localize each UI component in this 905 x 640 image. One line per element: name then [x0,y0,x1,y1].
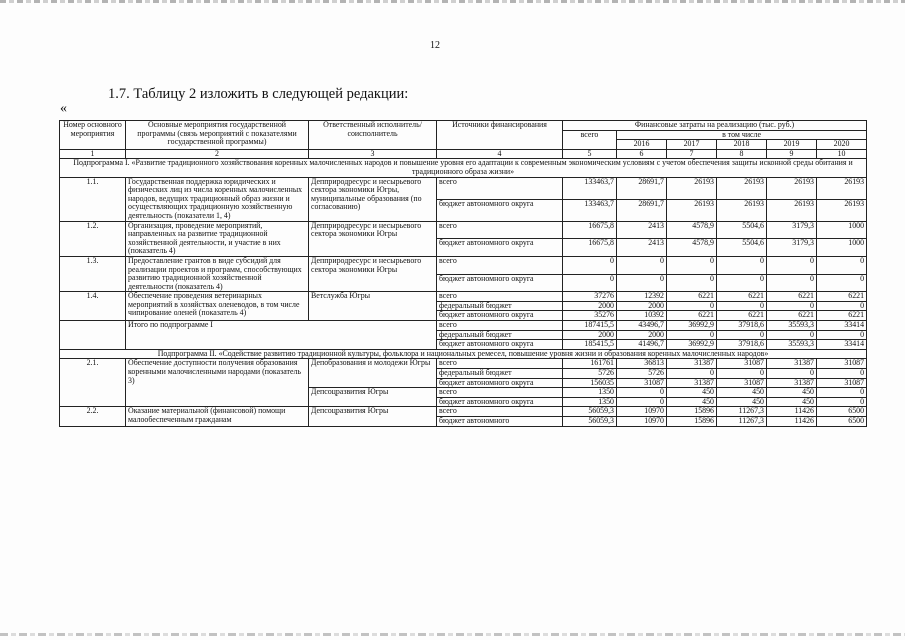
source-cell: бюджет автономного округа [437,239,563,257]
value-cell: 35593,3 [767,321,817,331]
source-cell: федеральный бюджет [437,369,563,379]
section-heading: 1.7. Таблицу 2 изложить в следующей редакции: [108,86,409,102]
value-cell: 11426 [767,407,817,417]
value-cell: 26193 [717,177,767,199]
header-main-activities: Основные мероприятия государственной программы (связь мероприятий с показателями государственной программы) [126,121,309,150]
column-numbers-row [60,149,867,159]
value-cell: 0 [667,330,717,340]
source-cell: федеральный бюджет [437,301,563,311]
value-cell: 6221 [717,292,767,302]
activity-name: Обеспечение проведения ветеринарных мероприятий в хозяйствах оленеводов, в том числе чипирование оленей (показатель 4) [126,292,309,321]
activity-name: Государственная поддержка юридических и физических лиц из числа коренных малочисленных народов, ведущих традиционный образ жизни и осуществляющих традиционную хозяйственную деятельность (показатели 1, 4) [126,177,309,221]
value-cell: 6221 [767,311,817,321]
value-cell: 26193 [817,177,867,199]
value-cell: 161761 [563,359,617,369]
responsible-cell: Депсоцразвития Югры [309,388,437,407]
value-cell: 5726 [563,369,617,379]
source-cell: бюджет автономного округа [437,340,563,350]
value-cell: 0 [717,330,767,340]
total-row [60,321,867,331]
value-cell: 0 [717,369,767,379]
subprogram-title: Подпрограмма II. «Содействие развитию традиционной культуры, фольклора и национальных ремесел, повышение уровня жизни и образования коренных малочисленных народов» [60,349,867,359]
responsible-cell: Депприродресурс и несырьевого сектора экономики Югры [309,256,437,291]
value-cell: 16675,8 [563,239,617,257]
table-row [60,292,867,302]
value-cell: 0 [817,388,867,398]
opening-quote: « [60,101,67,116]
value-cell: 11426 [767,417,817,427]
header-responsible: Ответственный исполнитель/соисполнитель [309,121,437,150]
value-cell: 26193 [767,199,817,221]
activity-name: Обеспечение доступности получения образования коренными малочисленными народами (показатель 3) [126,359,309,407]
source-cell: бюджет автономного округа [437,311,563,321]
source-cell: всего [437,388,563,398]
value-cell: 28691,7 [617,177,667,199]
table-row [60,177,867,199]
column-number: 4 [437,149,563,159]
value-cell: 11267,3 [717,407,767,417]
source-cell: бюджет автономного [437,417,563,427]
value-cell: 6221 [667,292,717,302]
source-cell: всего [437,256,563,274]
table-row [60,256,867,274]
value-cell: 35593,3 [767,340,817,350]
column-number: 10 [817,149,867,159]
value-cell: 0 [767,274,817,292]
header-year: 2018 [717,140,767,150]
source-cell: бюджет автономного округа [437,199,563,221]
value-cell: 1000 [817,221,867,239]
table-row [60,359,867,369]
value-cell: 0 [667,369,717,379]
table-row [60,407,867,417]
value-cell: 4578,9 [667,221,717,239]
value-cell: 3179,3 [767,239,817,257]
value-cell: 450 [667,388,717,398]
column-number: 2 [126,149,309,159]
value-cell: 31087 [617,378,667,388]
value-cell: 0 [817,274,867,292]
value-cell: 450 [717,397,767,407]
header-row [60,121,867,131]
value-cell: 37276 [563,292,617,302]
value-cell: 26193 [667,177,717,199]
source-cell: всего [437,221,563,239]
source-cell: всего [437,407,563,417]
subprogram-title: Подпрограмма I. «Развитие традиционного хозяйствования коренных малочисленных народов и повышение уровня его адаптации к современным экономическим условиям с учетом обеспечения защиты исконной среды обитания и традиционного образа жизни» [60,159,867,177]
header-year: 2016 [617,140,667,150]
value-cell: 31087 [817,359,867,369]
value-cell: 185415,5 [563,340,617,350]
value-cell: 26193 [767,177,817,199]
header-year: 2019 [767,140,817,150]
column-number: 7 [667,149,717,159]
value-cell: 37918,6 [717,340,767,350]
subtotal-label: Итого по подпрограмме I [126,321,437,350]
responsible-cell: Депприродресурс и несырьевого сектора экономики Югры, муниципальные образования (по согласованию) [309,177,437,221]
value-cell: 41496,7 [617,340,667,350]
value-cell: 0 [817,397,867,407]
value-cell: 187415,5 [563,321,617,331]
value-cell: 0 [617,256,667,274]
value-cell: 0 [717,301,767,311]
value-cell: 6221 [667,311,717,321]
value-cell: 6500 [817,417,867,427]
column-number: 9 [767,149,817,159]
responsible-cell: Депприродресурс и несырьевого сектора экономики Югры [309,221,437,256]
value-cell: 10970 [617,417,667,427]
scan-edge-top [0,0,905,3]
value-cell: 0 [767,330,817,340]
value-cell: 0 [563,274,617,292]
source-cell: бюджет автономного округа [437,274,563,292]
column-number: 1 [60,149,126,159]
header-sources: Источники финансирования [437,121,563,150]
value-cell: 26193 [667,199,717,221]
activity-number: 2.1. [60,359,126,407]
scan-edge-bottom [0,633,905,636]
value-cell: 133463,7 [563,177,617,199]
value-cell: 0 [717,256,767,274]
value-cell: 36992,9 [667,321,717,331]
activity-number: 1.1. [60,177,126,221]
table-body [60,121,867,427]
value-cell: 31387 [767,378,817,388]
value-cell: 1350 [563,397,617,407]
value-cell: 35276 [563,311,617,321]
header-total: всего [563,130,617,149]
value-cell: 11267,3 [717,417,767,427]
value-cell: 2413 [617,221,667,239]
value-cell: 450 [667,397,717,407]
value-cell: 2000 [617,330,667,340]
value-cell: 2000 [617,301,667,311]
value-cell: 2413 [617,239,667,257]
value-cell: 10970 [617,407,667,417]
page-number: 12 [430,40,440,51]
value-cell: 6221 [817,311,867,321]
value-cell: 3179,3 [767,221,817,239]
value-cell: 2000 [563,330,617,340]
column-number: 3 [309,149,437,159]
value-cell: 6221 [817,292,867,302]
value-cell: 6221 [767,292,817,302]
value-cell: 156035 [563,378,617,388]
value-cell: 450 [767,388,817,398]
value-cell: 0 [767,301,817,311]
header-including: в том числе [617,130,867,140]
value-cell: 10392 [617,311,667,321]
source-cell: всего [437,359,563,369]
value-cell: 0 [617,397,667,407]
value-cell: 36992,9 [667,340,717,350]
header-year: 2017 [667,140,717,150]
source-cell: всего [437,292,563,302]
responsible-cell: Ветслужба Югры [309,292,437,321]
value-cell: 5726 [617,369,667,379]
value-cell: 1000 [817,239,867,257]
value-cell: 31087 [817,378,867,388]
source-cell: всего [437,321,563,331]
value-cell: 26193 [817,199,867,221]
header-financing: Финансовые затраты на реализацию (тыс. руб.) [563,121,867,131]
financing-table [59,120,867,427]
value-cell: 31387 [667,359,717,369]
value-cell: 33414 [817,321,867,331]
source-cell: бюджет автономного округа [437,397,563,407]
subprogram-row [60,159,867,177]
responsible-cell: Депобразования и молодежи Югры [309,359,437,388]
value-cell: 0 [817,256,867,274]
value-cell: 6221 [717,311,767,321]
value-cell: 33414 [817,340,867,350]
value-cell: 31387 [667,378,717,388]
column-number: 5 [563,149,617,159]
value-cell: 0 [817,301,867,311]
activity-name: Организация, проведение мероприятий, направленных на развитие традиционной хозяйственной деятельности, и участие в них (показатель 4) [126,221,309,256]
value-cell: 37918,6 [717,321,767,331]
value-cell: 36813 [617,359,667,369]
value-cell: 0 [617,274,667,292]
value-cell: 2000 [563,301,617,311]
header-year: 2020 [817,140,867,150]
activity-number: 1.4. [60,292,126,321]
value-cell: 450 [767,397,817,407]
value-cell: 15896 [667,407,717,417]
value-cell: 31087 [717,378,767,388]
activity-number: 1.2. [60,221,126,256]
subprogram-row [60,349,867,359]
empty-cell [60,321,126,350]
value-cell: 4578,9 [667,239,717,257]
value-cell: 0 [617,388,667,398]
responsible-cell: Депсоцразвития Югры [309,407,437,426]
value-cell: 15896 [667,417,717,427]
value-cell: 133463,7 [563,199,617,221]
table-row [60,221,867,239]
value-cell: 43496,7 [617,321,667,331]
column-number: 6 [617,149,667,159]
value-cell: 31387 [767,359,817,369]
value-cell: 56059,3 [563,407,617,417]
activity-number: 1.3. [60,256,126,291]
value-cell: 0 [767,256,817,274]
value-cell: 1350 [563,388,617,398]
value-cell: 16675,8 [563,221,617,239]
value-cell: 0 [667,256,717,274]
source-cell: федеральный бюджет [437,330,563,340]
source-cell: бюджет автономного округа [437,378,563,388]
value-cell: 0 [817,330,867,340]
value-cell: 0 [563,256,617,274]
value-cell: 28691,7 [617,199,667,221]
activity-name: Предоставление грантов в виде субсидий для реализации проектов и программ, способствующих развитию традиционной хозяйственной деятельности (показатель 4) [126,256,309,291]
value-cell: 0 [667,301,717,311]
value-cell: 5504,6 [717,221,767,239]
column-number: 8 [717,149,767,159]
value-cell: 0 [667,274,717,292]
source-cell: всего [437,177,563,199]
value-cell: 12392 [617,292,667,302]
header-number: Номер основного мероприятия [60,121,126,150]
value-cell: 31087 [717,359,767,369]
value-cell: 6500 [817,407,867,417]
value-cell: 5504,6 [717,239,767,257]
activity-name: Оказание материальной (финансовой) помощи малообеспеченным гражданам [126,407,309,426]
activity-number: 2.2. [60,407,126,426]
value-cell: 56059,3 [563,417,617,427]
value-cell: 0 [717,274,767,292]
value-cell: 0 [817,369,867,379]
value-cell: 0 [767,369,817,379]
value-cell: 26193 [717,199,767,221]
value-cell: 450 [717,388,767,398]
